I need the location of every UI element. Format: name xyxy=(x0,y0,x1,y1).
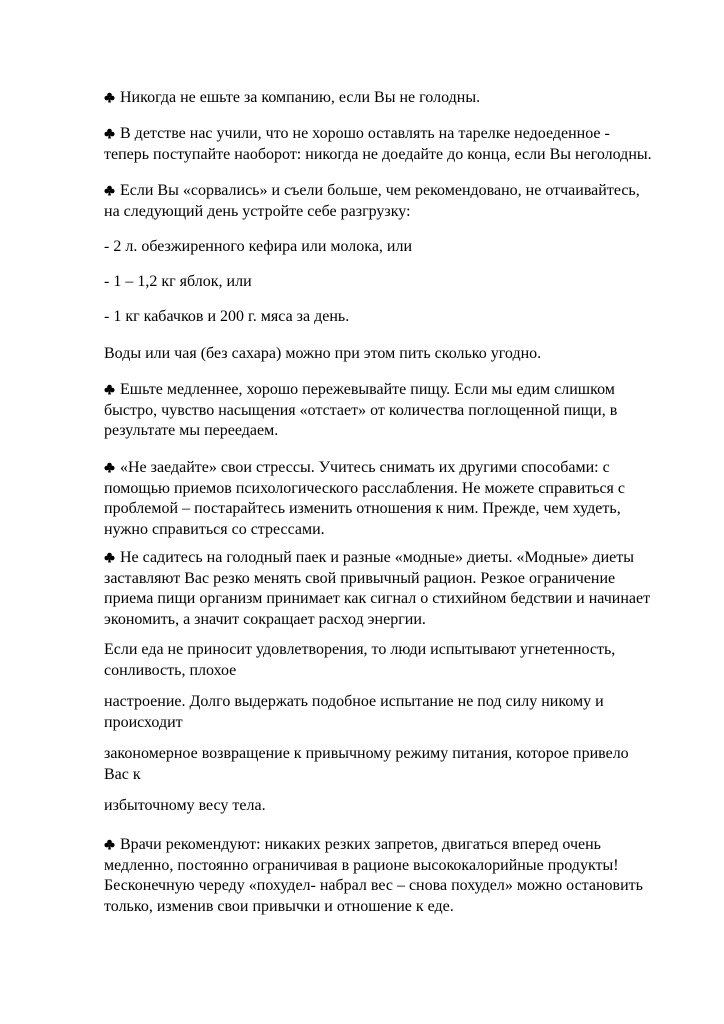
text-line xyxy=(104,744,704,765)
line-text: Никогда не ешьте за компанию, если Вы не голодны. xyxy=(120,89,481,106)
line-text: настроение. Долго выдержать подобное испытание не под силу никому и xyxy=(104,693,604,710)
line-text: помощью приемов психологического расслабления. Не можете справиться с xyxy=(104,479,626,497)
text-line xyxy=(104,380,704,401)
line-text: нужно справиться со стрессами. xyxy=(104,520,325,538)
text-line xyxy=(104,661,704,682)
line-text: избыточному весу тела. xyxy=(104,797,266,814)
text-line xyxy=(104,272,704,293)
line-text: медленно, постоянно ограничивая в рационе высококалорийные продукты! xyxy=(104,856,619,874)
line-text: приема пищи организм принимает как сигнал о стихийном бедствии и начинает xyxy=(104,590,651,607)
line-text: быстро, чувство насыщения «отстает» от количества поглощенной пищи, в xyxy=(104,401,618,419)
line-text: Ешьте медленнее, хорошо пережевывайте пищу. Если мы едим слишком xyxy=(120,381,615,398)
text-line xyxy=(104,765,704,786)
paragraph xyxy=(104,237,704,258)
paragraph xyxy=(104,796,704,817)
text-line xyxy=(104,835,704,856)
line-text: Не садитесь на голодный паек и разные «модные» диеты. «Модные» диеты xyxy=(120,549,634,566)
text-line xyxy=(104,344,704,365)
bullet-paragraph xyxy=(104,548,704,630)
line-text: - 1 – 1,2 кг яблок, или xyxy=(104,273,252,290)
text-line xyxy=(104,499,704,520)
line-text: Воды или чая (без сахара) можно при этом пить сколько угодно. xyxy=(104,345,542,362)
club-bullet-icon xyxy=(104,458,116,479)
text-line xyxy=(104,479,704,500)
text-line xyxy=(104,569,704,590)
text-line xyxy=(104,202,704,223)
paragraph xyxy=(104,272,704,293)
paragraph xyxy=(104,307,704,328)
club-bullet-icon xyxy=(104,181,116,202)
line-text: Вас к xyxy=(104,765,141,783)
line-text: Если еда не приносит удовлетворения, то люди испытывают угнетенность, xyxy=(104,641,616,658)
text-line xyxy=(104,458,704,479)
bullet-paragraph xyxy=(104,380,704,442)
club-bullet-icon xyxy=(104,124,116,145)
club-bullet-icon xyxy=(104,548,116,569)
line-text: - 1 кг кабачков и 200 г. мяса за день. xyxy=(104,308,350,325)
text-line xyxy=(104,401,704,422)
bullet-paragraph xyxy=(104,181,704,222)
text-line xyxy=(104,796,704,817)
text-line xyxy=(104,237,704,258)
text-line xyxy=(104,88,704,109)
text-line xyxy=(104,640,704,661)
paragraph xyxy=(104,640,704,681)
line-text: происходит xyxy=(104,713,183,731)
line-text: проблемой – постарайтесь изменить отношения к ним. Прежде, чем худеть, xyxy=(104,500,621,517)
text-line xyxy=(104,856,704,877)
text-line xyxy=(104,610,704,631)
text-line xyxy=(104,876,704,897)
line-text: теперь поступайте наоборот: никогда не доедайте до конца, если Вы неголодны. xyxy=(104,145,652,163)
line-text: сонливость, плохое xyxy=(104,661,237,679)
bullet-paragraph xyxy=(104,835,704,917)
text-line xyxy=(104,589,704,610)
bullet-paragraph xyxy=(104,458,704,540)
text-line xyxy=(104,421,704,442)
club-bullet-icon xyxy=(104,835,116,856)
text-line xyxy=(104,713,704,734)
text-line xyxy=(104,124,704,145)
paragraph xyxy=(104,692,704,733)
line-text: Бесконечную череду «похудел- набрал вес – снова похудел» можно остановить xyxy=(104,877,643,894)
line-text: «Не заедайте» свои стрессы. Учитесь снимать их другими способами: с xyxy=(120,459,610,476)
line-text: Врачи рекомендуют: никаких резких запретов, двигаться вперед очень xyxy=(120,836,601,853)
club-bullet-icon xyxy=(104,88,116,109)
paragraph xyxy=(104,744,704,785)
line-text: - 2 л. обезжиренного кефира или молока, или xyxy=(104,238,413,255)
line-text: на следующий день устройте себе разгрузку: xyxy=(104,202,411,220)
line-text: Если Вы «сорвались» и съели больше, чем рекомендовано, не отчаивайтесь, xyxy=(120,182,640,199)
text-line xyxy=(104,145,704,166)
text-line xyxy=(104,307,704,328)
line-text: экономить, а значит сокращает расход энергии. xyxy=(104,610,426,628)
paragraph xyxy=(104,344,704,365)
line-text: В детстве нас учили, что не хорошо оставлять на тарелке недоеденное - xyxy=(120,125,610,142)
club-bullet-icon xyxy=(104,380,116,401)
text-line xyxy=(104,548,704,569)
line-text: заставляют Вас резко менять свой привычный рацион. Резкое ограничение xyxy=(104,569,616,587)
line-text: только, изменив свои привычки и отношение к еде. xyxy=(104,897,454,915)
text-line xyxy=(104,692,704,713)
text-line xyxy=(104,897,704,918)
bullet-paragraph xyxy=(104,124,704,165)
text-line xyxy=(104,181,704,202)
line-text: закономерное возвращение к привычному режиму питания, которое привело xyxy=(104,745,629,762)
text-line xyxy=(104,520,704,541)
bullet-paragraph xyxy=(104,88,704,109)
line-text: результате мы переедаем. xyxy=(104,422,279,439)
